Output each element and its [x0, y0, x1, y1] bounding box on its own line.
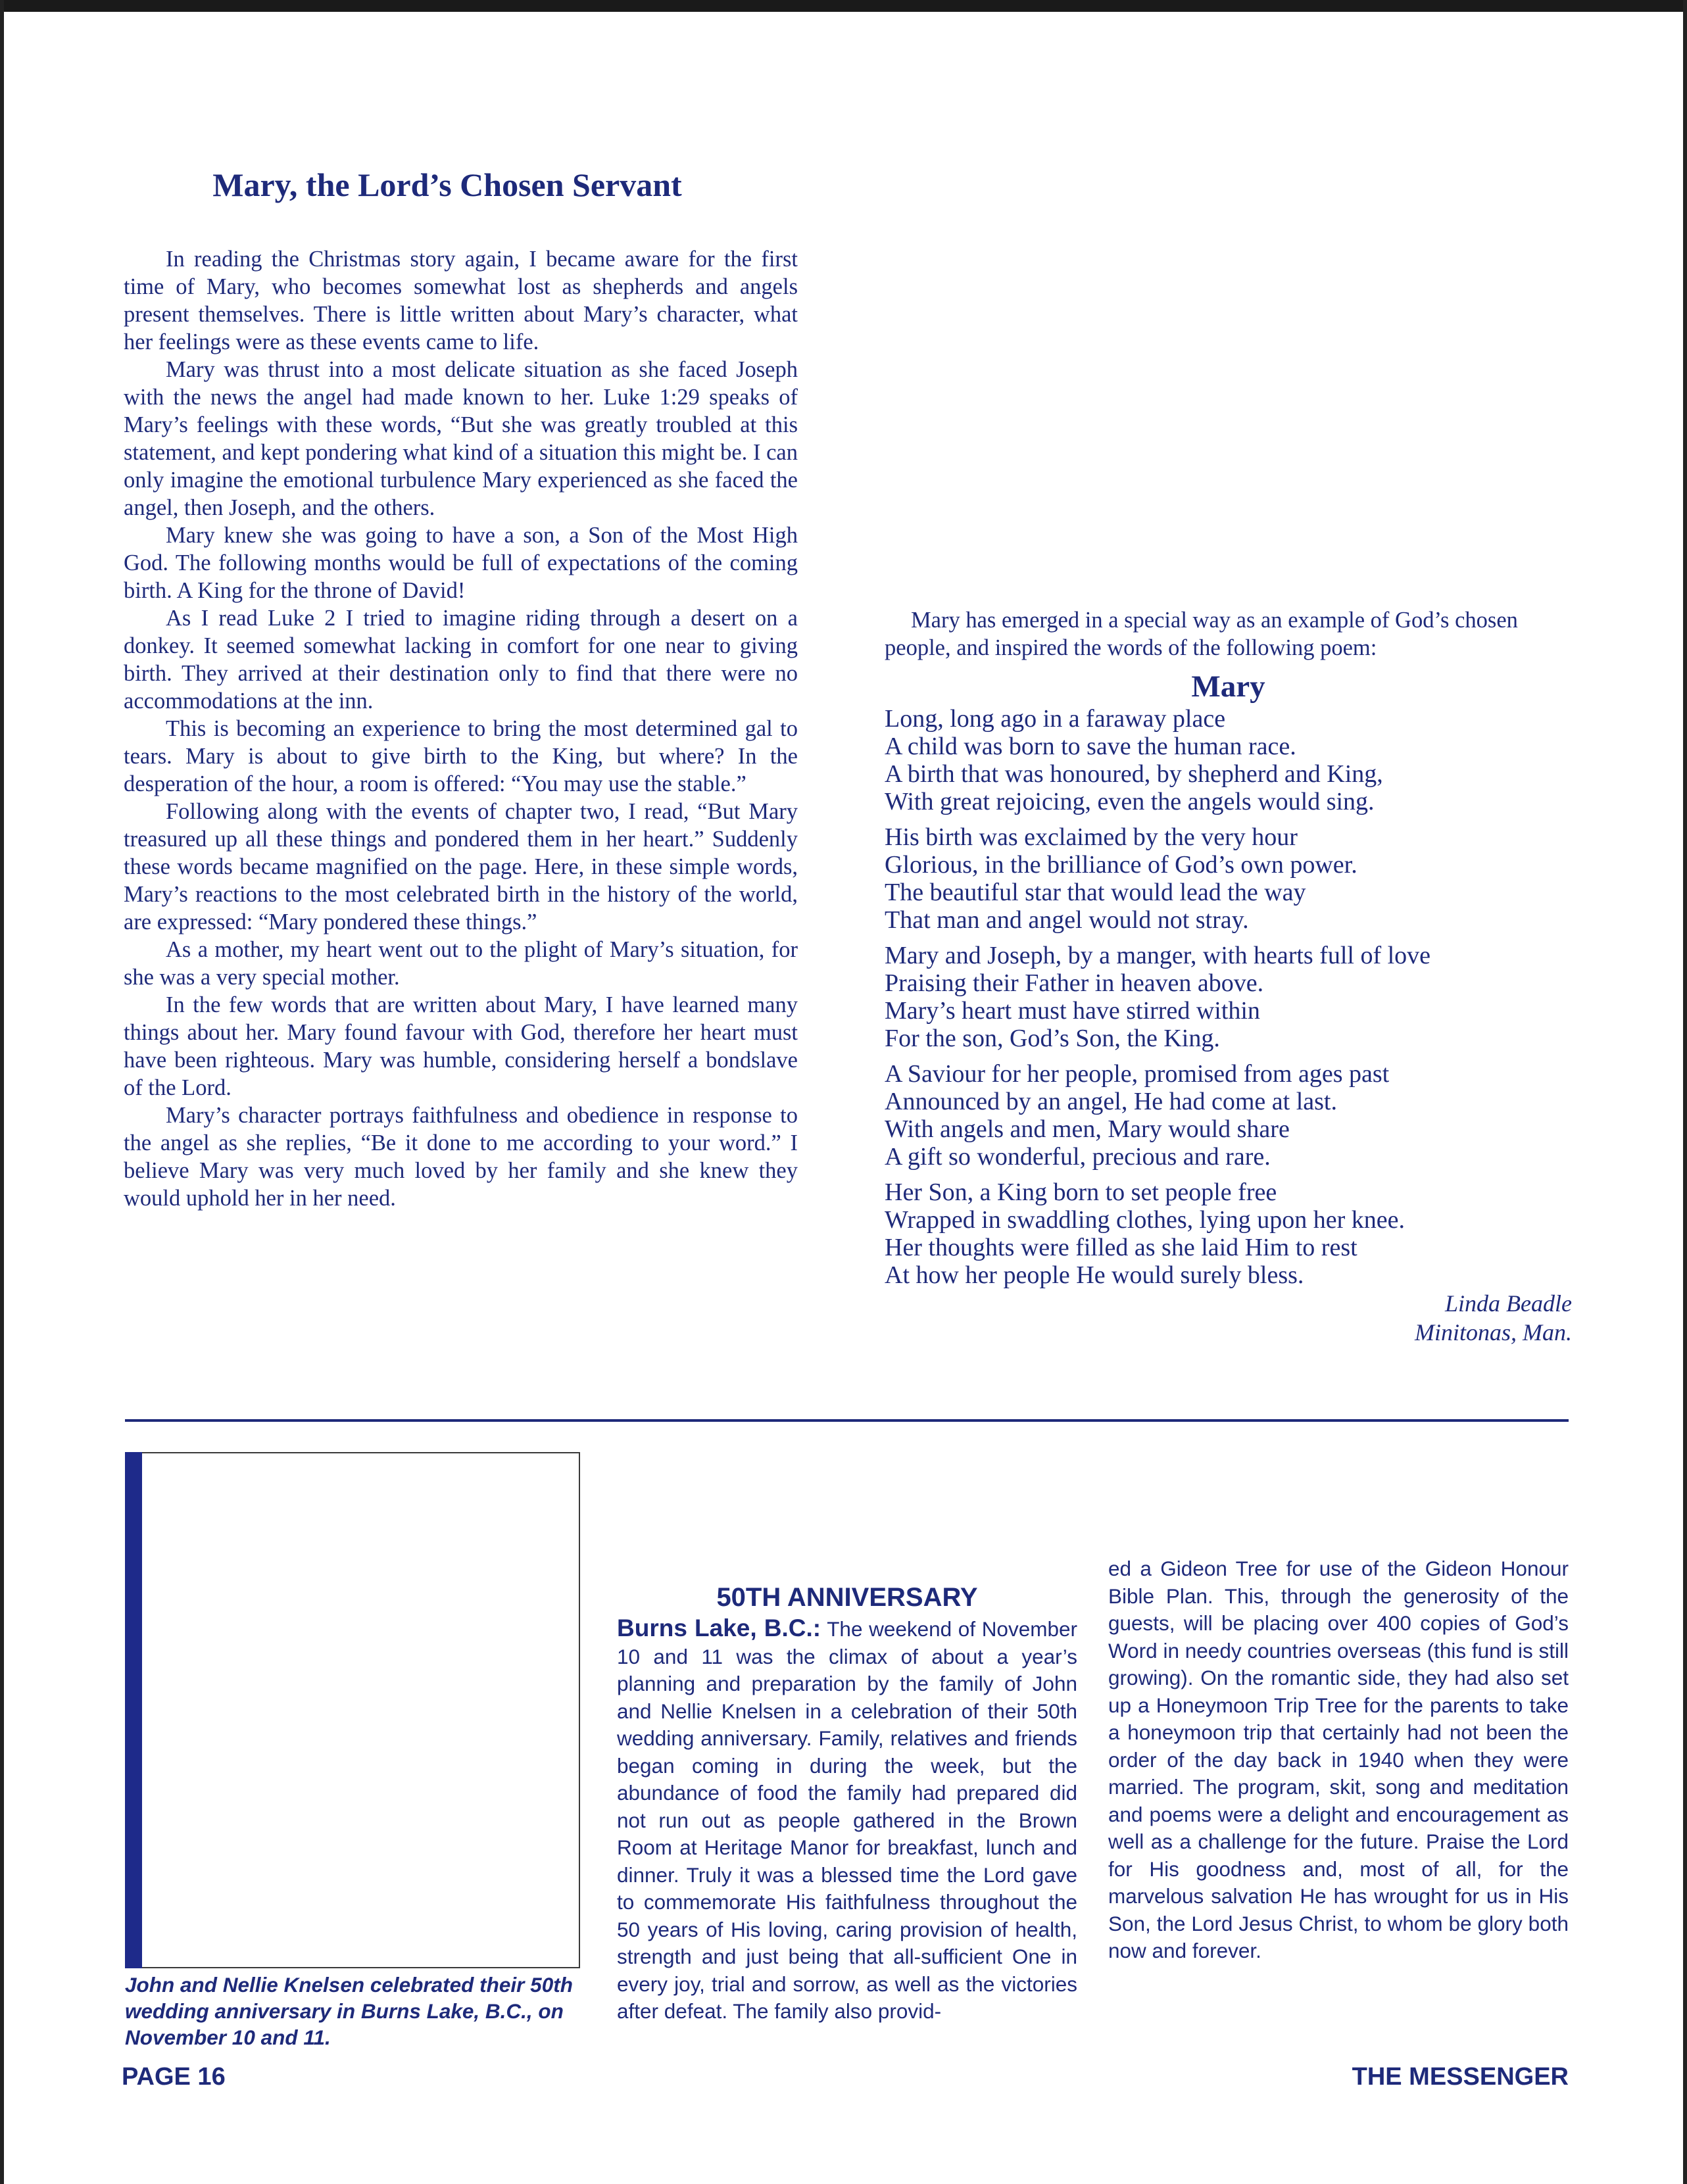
- poem-line: With angels and men, Mary would share: [885, 1115, 1290, 1143]
- poem-line: Announced by an angel, He had come at last.: [885, 1088, 1337, 1115]
- section-divider: [125, 1419, 1569, 1422]
- poem-line: Mary and Joseph, by a manger, with hearts full of love: [885, 942, 1431, 969]
- article-paragraph: Following along with the events of chapter two, I read, “But Mary treasured up all these things and pondered them in her heart.” Suddenly these words became magnified on the page. Here, in these simple words, Mary’s reactions to the most celebrated birth in the history of the world, are expressed: “Mary pondered these things.”: [124, 799, 798, 934]
- scan-border-left: [0, 0, 4, 2184]
- poem-line: That man and angel would not stray.: [885, 906, 1249, 934]
- anniversary-heading: 50TH ANNIVERSARY: [716, 1583, 978, 1612]
- anniversary-text: [617, 1614, 1077, 2026]
- article-paragraph: Mary knew she was going to have a son, a Son of the Most High God. The following months would be full of expectations of the coming birth. A King for the throne of David!: [124, 523, 798, 603]
- anniversary-column-1: [617, 1582, 1077, 2026]
- article-paragraph: Mary was thrust into a most delicate situation as she faced Joseph with the news the angel had made known to her. Luke 1:29 speaks of Mary’s feelings with these words, “But she was greatly troubled at this statement, and kept pondering what kind of a situation this might be. I can only imagine the emotional turbulence Mary experienced as she faced the angel, then Joseph, and the others.: [124, 357, 798, 520]
- poem: [885, 705, 1572, 1289]
- poem-line: Her thoughts were filled as she laid Him to rest: [885, 1234, 1357, 1261]
- poem-author: Linda Beadle: [1445, 1290, 1572, 1317]
- poem-line: Glorious, in the brilliance of God’s own power.: [885, 851, 1357, 879]
- anniversary-dateline: Burns Lake, B.C.:: [617, 1614, 821, 1641]
- photo-accent-bar: [125, 1452, 142, 1968]
- poem-line: Long, long ago in a faraway place: [885, 705, 1226, 733]
- poem-title: Mary: [1191, 669, 1265, 704]
- scan-border-top: [0, 0, 1687, 12]
- poem-stanza: [885, 1178, 1572, 1289]
- page-number: PAGE 16: [122, 2063, 226, 2091]
- poem-line: A birth that was honoured, by shepherd and King,: [885, 760, 1383, 788]
- photo-caption: John and Nellie Knelsen celebrated their 50th wedding anniversary in Burns Lake, B.C., on November 10 and 11.: [125, 1973, 573, 2049]
- poem-stanza: [885, 705, 1572, 815]
- article-paragraph: In reading the Christmas story again, I became aware for the first time of Mary, who becomes somewhat lost as shepherds and angels present themselves. There is little written about Mary’s character, what her feelings were as these events came to life.: [124, 247, 798, 354]
- anniversary-column-2: ed a Gideon Tree for use of the Gideon Honour Bible Plan. This, through the generosity of the guests, will be placing over 400 copies of God’s Word in needy countries overseas (this fund is still growing). On the romantic side, they had also set up a Honeymoon Trip Tree for the parents to take a honeymoon trip that certainly had not been the order of the day back in 1940 when they were married. The program, skit, song and meditation and poems were a delight and encouragement as well as a challenge for the future. Praise the Lord for His goodness and, most of all, for the marvelous salvation He has wrought for us in His Son, the Lord Jesus Christ, to whom be glory both now and forever.: [1108, 1557, 1569, 1962]
- article-paragraph: Mary’s character portrays faithfulness and obedience in response to the angel as she replies, “Be it done to me according to your word.” I believe Mary was very much loved by her family and she knew they would uphold her in her need.: [124, 1103, 798, 1211]
- poem-stanza: [885, 1060, 1572, 1171]
- poem-line: A Saviour for her people, promised from ages past: [885, 1060, 1390, 1088]
- anniversary-photo: [125, 1452, 580, 1968]
- poem-line: His birth was exclaimed by the very hour: [885, 823, 1298, 851]
- article-title: Mary, the Lord’s Chosen Servant: [212, 166, 682, 203]
- article-paragraph: As a mother, my heart went out to the plight of Mary’s situation, for she was a very special mother.: [124, 937, 798, 990]
- article-paragraph: In the few words that are written about Mary, I have learned many things about her. Mary found favour with God, therefore her heart must have been righteous. Mary was humble, considering herself a bondslave of the Lord.: [124, 992, 798, 1100]
- poem-line: Wrapped in swaddling clothes, lying upon her knee.: [885, 1206, 1406, 1234]
- poem-intro: Mary has emerged in a special way as an example of God’s chosen people, and inspired the words of the following poem:: [885, 608, 1518, 660]
- poem-line: At how her people He would surely bless.: [885, 1261, 1304, 1289]
- poem-line: Praising their Father in heaven above.: [885, 969, 1264, 997]
- anniversary-text-part-1: The weekend of November 10 and 11 was the climax of about a year’s planning and preparation by the family of John and Nellie Knelsen in a celebration of their 50th wedding anniversary. Family, relatives and friends began coming in during the week, but the abundance of food the family had prepared did not run out as people gathered in the Brown Room at Heritage Manor for breakfast, lunch and dinner. Truly it was a blessed time the Lord gave to commemorate His faithfulness throughout the 50 years of His loving, caring provision of health, strength and just being that all-sufficient One in every joy, trial and sorrow, as well as the victories after defeat. The family also provid-: [617, 1617, 1077, 2023]
- poem-stanza: [885, 823, 1572, 934]
- scan-border-right: [1683, 0, 1687, 2184]
- poem-line: For the son, God’s Son, the King.: [885, 1025, 1220, 1052]
- poem-line: A child was born to save the human race.: [885, 733, 1296, 760]
- poem-line: The beautiful star that would lead the way: [885, 879, 1306, 906]
- poem-location: Minitonas, Man.: [1415, 1319, 1572, 1346]
- poem-line: With great rejoicing, even the angels would sing.: [885, 788, 1375, 815]
- poem-line: Mary’s heart must have stirred within: [885, 997, 1260, 1025]
- publication-name: THE MESSENGER: [1352, 2063, 1569, 2091]
- poem-line: Her Son, a King born to set people free: [885, 1178, 1277, 1206]
- poem-line: A gift so wonderful, precious and rare.: [885, 1143, 1271, 1171]
- poem-stanza: [885, 942, 1572, 1052]
- poem-column: [885, 606, 1572, 1347]
- article-paragraph: This is becoming an experience to bring the most determined gal to tears. Mary is about to give birth to the King, but where? In the desperation of the hour, a room is offered: “You may use the stable.”: [124, 716, 798, 796]
- article-paragraph: As I read Luke 2 I tried to imagine riding through a desert on a donkey. It seemed somewhat lacking in comfort for one near to giving birth. They arrived at their destination only to find that there were no accommodations at the inn.: [124, 606, 798, 714]
- article-body: [124, 245, 798, 1212]
